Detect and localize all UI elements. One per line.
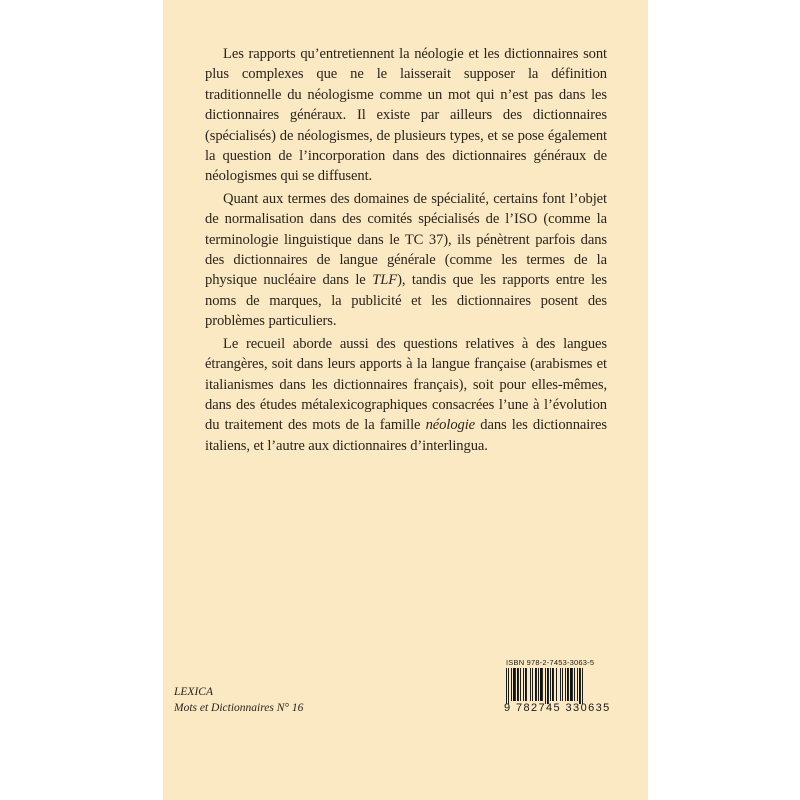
blurb-paragraph-2 xyxy=(205,189,607,332)
barcode-bar xyxy=(523,668,524,701)
barcode-bar xyxy=(532,668,533,701)
barcode-bar xyxy=(538,668,539,701)
barcode-bar xyxy=(577,668,578,701)
barcode-bar xyxy=(513,668,516,701)
isbn-barcode-block xyxy=(504,658,614,716)
barcode-bar xyxy=(545,668,546,704)
barcode-bar xyxy=(506,668,507,704)
series-subtitle: Mots et Dictionnaires N° 16 xyxy=(174,702,304,714)
barcode-bar xyxy=(530,668,531,701)
paragraph-segment: Les rapports qu’entretiennent la néologie et les dictionnaires sont plus complexes que ne le laisserait supposer la définition traditionnelle du néologisme comme un mot qui n’est pas dans les dictionnaires généraux. Il existe par ailleurs des dictionnaires (spécialisés) de néologismes, de plusieurs types, et se pose également la question de l’incorporation dans des dictionnaires généraux de néologismes qui se diffusent. xyxy=(205,46,607,185)
paragraph-segment: dans les dictionnaires italiens, et l’autre aux dictionnaires d’interlingua. xyxy=(205,417,607,454)
barcode-bar xyxy=(517,668,519,701)
barcode-bar xyxy=(550,668,551,701)
barcode-graphic xyxy=(504,668,614,704)
paragraph-segment: ), tandis que les rapports entre les noms de marques, la publicité et les dictionnaires posent des problèmes particuliers. xyxy=(205,272,607,330)
barcode-bar xyxy=(579,668,581,704)
barcode-number: 9 782745 330635 xyxy=(504,702,611,714)
barcode-bar xyxy=(540,668,543,701)
barcode-bar xyxy=(520,668,521,701)
paragraph-segment-italic: néologie xyxy=(425,417,476,434)
barcode-bar xyxy=(560,668,561,701)
isbn-label: ISBN 978-2-7453-3063-5 xyxy=(506,658,595,667)
barcode-bar xyxy=(525,668,527,701)
barcode-bar xyxy=(570,668,573,701)
barcode-bar xyxy=(562,668,563,701)
series-collection: LEXICA xyxy=(174,686,213,698)
barcode-bar xyxy=(574,668,575,701)
blurb-text xyxy=(205,44,607,458)
paragraph-segment-italic: TLF xyxy=(372,272,398,289)
barcode-bar xyxy=(556,668,557,701)
barcode-bar xyxy=(582,668,583,704)
series-info xyxy=(174,684,303,716)
barcode-bar xyxy=(535,668,537,701)
barcode-bar xyxy=(567,668,569,701)
blurb-paragraph-1 xyxy=(205,44,607,187)
book-back-cover xyxy=(163,0,648,800)
blurb-paragraph-3 xyxy=(205,334,607,456)
barcode-bar xyxy=(547,668,549,704)
barcode-bar xyxy=(511,668,512,701)
barcode-bar xyxy=(552,668,554,701)
barcode-bar xyxy=(508,668,509,704)
barcode-bar xyxy=(565,668,566,701)
paragraph-segment: Quant aux termes des domaines de spécialité, certains font l’objet de normalisation dans des comités spécialisés de l’ISO (comme la terminologie linguistique dans le TC 37), ils pénètrent parfois dans des dictionnaires de langue générale (comme les termes de la physique nucléaire dans le xyxy=(205,190,607,289)
paragraph-segment: Le recueil aborde aussi des questions relatives à des langues étrangères, soit dans leurs apports à la langue française (arabismes et italianismes dans les dictionnaires français), soit pour elles-mêmes, dans des études métalexicographiques consacrées l’une à l’évolution du traitement des mots de la famille xyxy=(205,335,607,434)
